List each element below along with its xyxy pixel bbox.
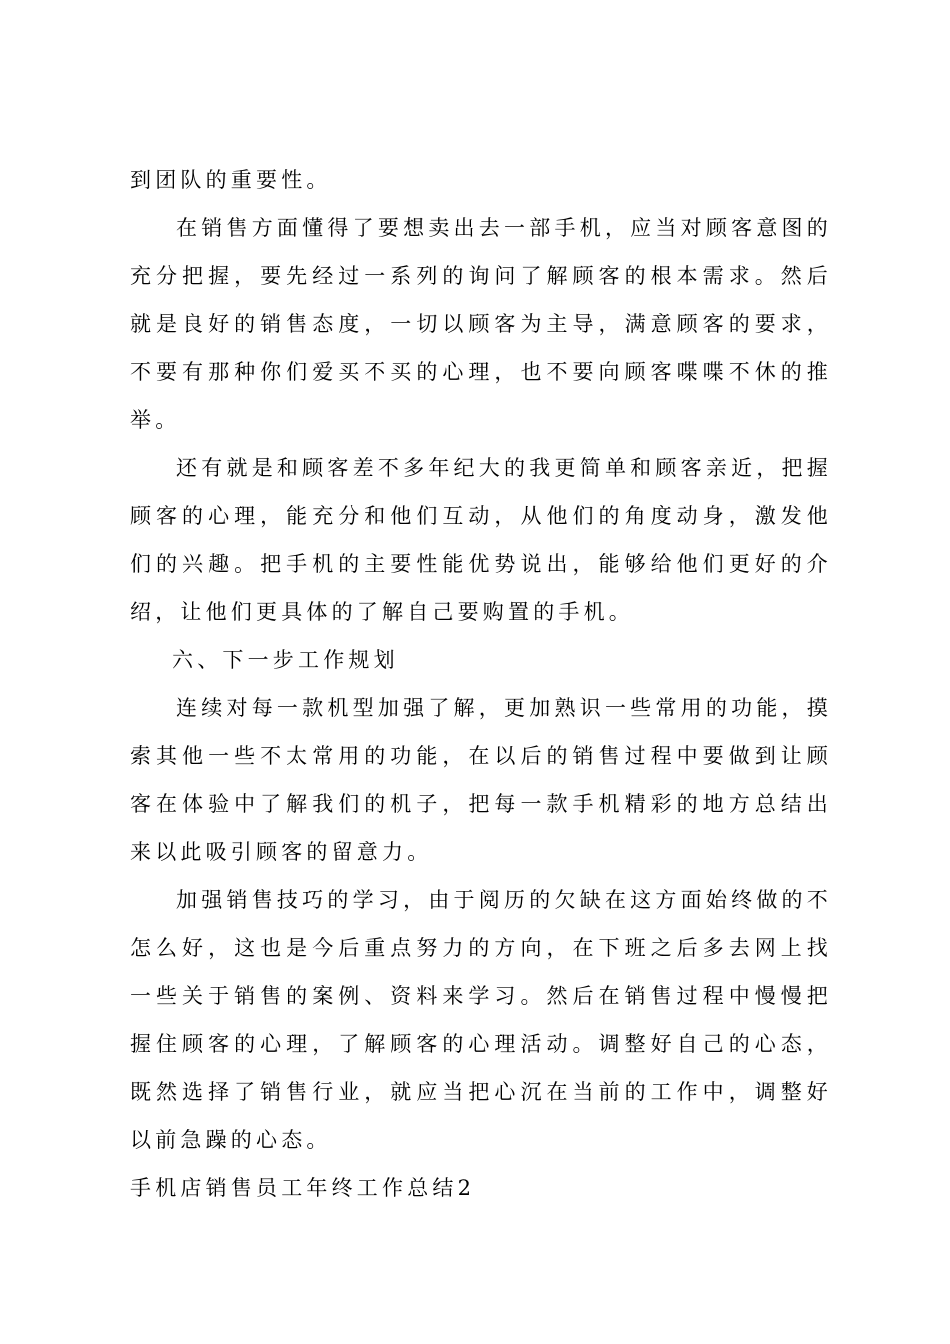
paragraph-customer-rapport: 还有就是和顾客差不多年纪大的我更简单和顾客亲近，把握顾客的心理，能充分和他们互动，从他们的角度动身，激发他们的兴趣。把手机的主要性能优势说出，能够给他们更好的介绍，让他们更具体的了解自己要购置的手机。 [130,456,832,624]
paragraph-sales-approach: 在销售方面懂得了要想卖出去一部手机，应当对顾客意图的充分把握，要先经过一系列的询问了解顾客的根本需求。然后就是良好的销售态度，一切以顾客为主导，满意顾客的要求，不要有那种你们爱买不买的心理，也不要向顾客喋喋不休的推举。 [130,216,832,432]
paragraph-continuation: 到团队的重要性。 [130,168,332,192]
paragraph-product-knowledge: 连续对每一款机型加强了解，更加熟识一些常用的功能，摸索其他一些不太常用的功能，在以后的销售过程中要做到让顾客在体验中了解我们的机子，把每一款手机精彩的地方总结出来以此吸引顾客的留意力。 [130,696,832,864]
paragraph-sales-skills: 加强销售技巧的学习，由于阅历的欠缺在这方面始终做的不怎么好，这也是今后重点努力的方向，在下班之后多去网上找一些关于销售的案例、资料来学习。然后在销售过程中慢慢把握住顾客的心理，了解顾客的心理活动。调整好自己的心态，既然选择了销售行业，就应当把心沉在当前的工作中，调整好以前急躁的心态。 [130,888,832,1152]
document-page [130,156,832,1212]
document-title-2: 手机店销售员工年终工作总结2 [130,1176,476,1200]
section-heading-next-plan: 六、下一步工作规划 [172,648,399,672]
